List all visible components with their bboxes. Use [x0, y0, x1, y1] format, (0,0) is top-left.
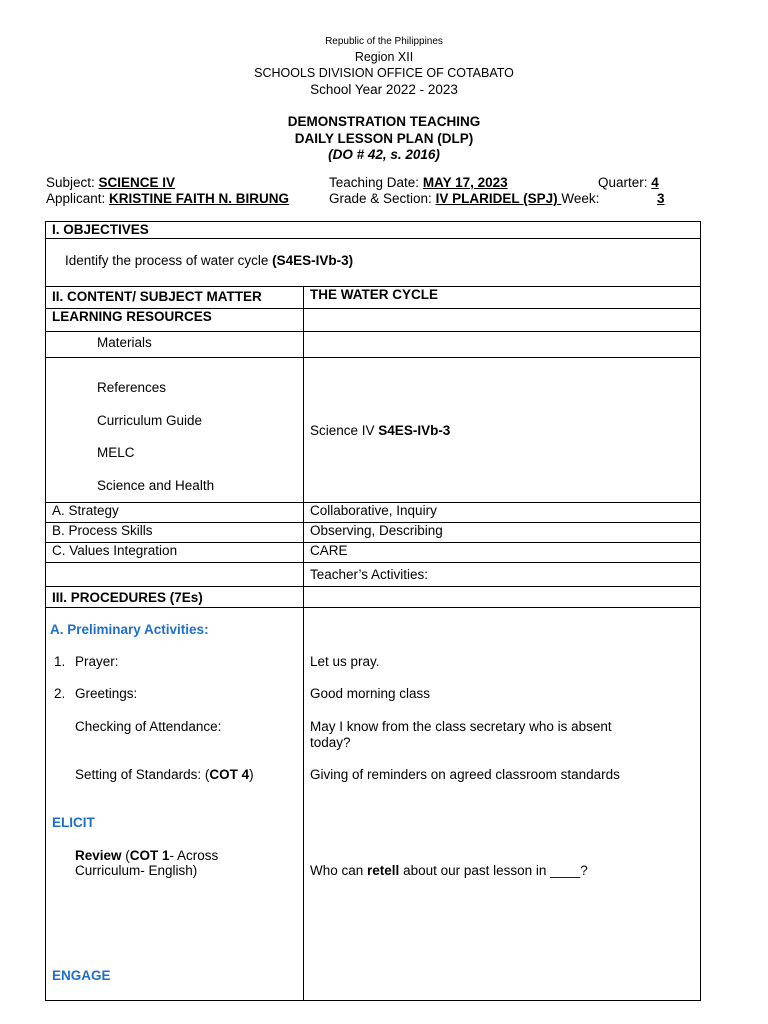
materials-label: Materials	[46, 332, 304, 358]
applicant-label: Applicant:	[46, 191, 110, 206]
lesson-plan-table	[45, 221, 701, 1001]
prayer-number: 1.	[54, 654, 66, 669]
resources-row	[46, 309, 701, 332]
order-reference: (DO # 42, s. 2016)	[328, 147, 440, 162]
week-value: 3	[657, 191, 665, 206]
prayer-label: Prayer:	[75, 654, 119, 669]
division-text: SCHOOLS DIVISION OFFICE OF COTABATO	[254, 66, 514, 80]
date-line	[329, 175, 508, 190]
greetings-label: Greetings:	[75, 686, 138, 701]
values-row	[46, 543, 701, 563]
preliminary-heading: A. Preliminary Activities:	[50, 622, 209, 637]
applicant-line	[46, 191, 289, 206]
reference-prefix: Science IV	[310, 422, 379, 438]
standards-label	[75, 767, 254, 782]
values-label: C. Values Integration	[46, 543, 304, 563]
review-rest: - Across	[169, 848, 219, 863]
elicit-heading: ELICIT	[52, 815, 95, 830]
subject-line	[46, 175, 175, 190]
curriculum-guide-label: Curriculum Guide	[97, 412, 203, 428]
date-value: MAY 17, 2023	[422, 175, 508, 190]
procedures-right	[304, 608, 701, 1001]
strategy-value: Collaborative, Inquiry	[304, 503, 701, 523]
applicant-value: KRISTINE FAITH N. BIRUNG	[109, 191, 290, 206]
procedures-heading-row	[46, 587, 701, 608]
review-label	[75, 848, 218, 863]
objective-code: (S4ES-IVb-3)	[272, 253, 354, 268]
republic-text: Republic of the Philippines	[325, 36, 443, 47]
date-label: Teaching Date:	[329, 175, 423, 190]
review-line2: Curriculum- English)	[75, 863, 198, 878]
standards-activity: Giving of reminders on agreed classroom standards	[310, 767, 620, 782]
review-word: Review	[75, 848, 122, 863]
strategy-row	[46, 503, 701, 523]
procedures-row	[46, 608, 701, 1001]
science-health-label: Science and Health	[97, 477, 215, 493]
greetings-activity: Good morning class	[310, 686, 431, 701]
review-code: COT 1	[129, 848, 170, 863]
review-activity	[310, 863, 588, 878]
objectives-heading-row	[46, 222, 701, 239]
review-activity-pre: Who can	[310, 863, 368, 878]
resources-heading: LEARNING RESOURCES	[46, 309, 304, 332]
grade-label: Grade & Section:	[329, 191, 436, 206]
process-value: Observing, Describing	[304, 523, 701, 543]
week-label: Week:	[561, 191, 600, 206]
strategy-label: A. Strategy	[46, 503, 304, 523]
document-subtitle: DAILY LESSON PLAN (DLP)	[294, 131, 474, 146]
objectives-row	[46, 239, 701, 287]
objective-text: Identify the process of water cycle	[65, 253, 273, 268]
process-label: B. Process Skills	[46, 523, 304, 543]
quarter-line	[598, 175, 659, 190]
materials-row	[46, 332, 701, 358]
review-activity-bold: retell	[367, 863, 400, 878]
school-year: School Year 2022 - 2023	[310, 82, 458, 97]
grade-line	[329, 191, 599, 206]
review-paren: (	[121, 848, 130, 863]
teacher-activities-empty	[46, 563, 304, 587]
procedures-heading: III. PROCEDURES (7Es)	[46, 587, 304, 608]
procedures-empty	[304, 587, 701, 608]
content-heading: II. CONTENT/ SUBJECT MATTER	[46, 287, 304, 309]
content-value: THE WATER CYCLE	[304, 287, 701, 309]
references-value	[304, 358, 701, 503]
prayer-activity: Let us pray.	[310, 654, 380, 669]
region-text: Region XII	[354, 50, 414, 64]
melc-label: MELC	[97, 445, 135, 460]
content-row	[46, 287, 701, 309]
attendance-activity-line2: today?	[310, 735, 351, 750]
standards-code: COT 4	[209, 767, 250, 782]
engage-heading: ENGAGE	[52, 968, 111, 983]
review-activity-post: about our past lesson in ____?	[399, 863, 588, 878]
objectives-heading: I. OBJECTIVES	[46, 222, 701, 239]
objective-cell	[46, 239, 701, 287]
standards-prefix: Setting of Standards: (	[75, 767, 210, 782]
greetings-number: 2.	[54, 686, 66, 701]
grade-value: IV PLARIDEL (SPJ)	[435, 191, 562, 206]
quarter-value: 4	[651, 175, 659, 190]
standards-suffix: )	[249, 767, 254, 782]
references-label: References	[97, 380, 167, 395]
document-title: DEMONSTRATION TEACHING	[287, 114, 481, 129]
subject-value: SCIENCE IV	[98, 175, 176, 190]
teacher-activities-row	[46, 563, 701, 587]
procedures-left	[46, 608, 304, 1001]
materials-empty	[304, 332, 701, 358]
subject-label: Subject:	[46, 175, 99, 190]
quarter-label: Quarter:	[598, 175, 652, 190]
resources-empty	[304, 309, 701, 332]
reference-code: S4ES-IVb-3	[378, 422, 451, 438]
attendance-activity-line1: May I know from the class secretary who is absent	[310, 719, 612, 734]
teacher-activities-heading: Teacher’s Activities:	[304, 563, 701, 587]
values-value: CARE	[304, 543, 701, 563]
references-cell	[46, 358, 304, 503]
process-row	[46, 523, 701, 543]
references-row	[46, 358, 701, 503]
attendance-label: Checking of Attendance:	[75, 719, 222, 734]
